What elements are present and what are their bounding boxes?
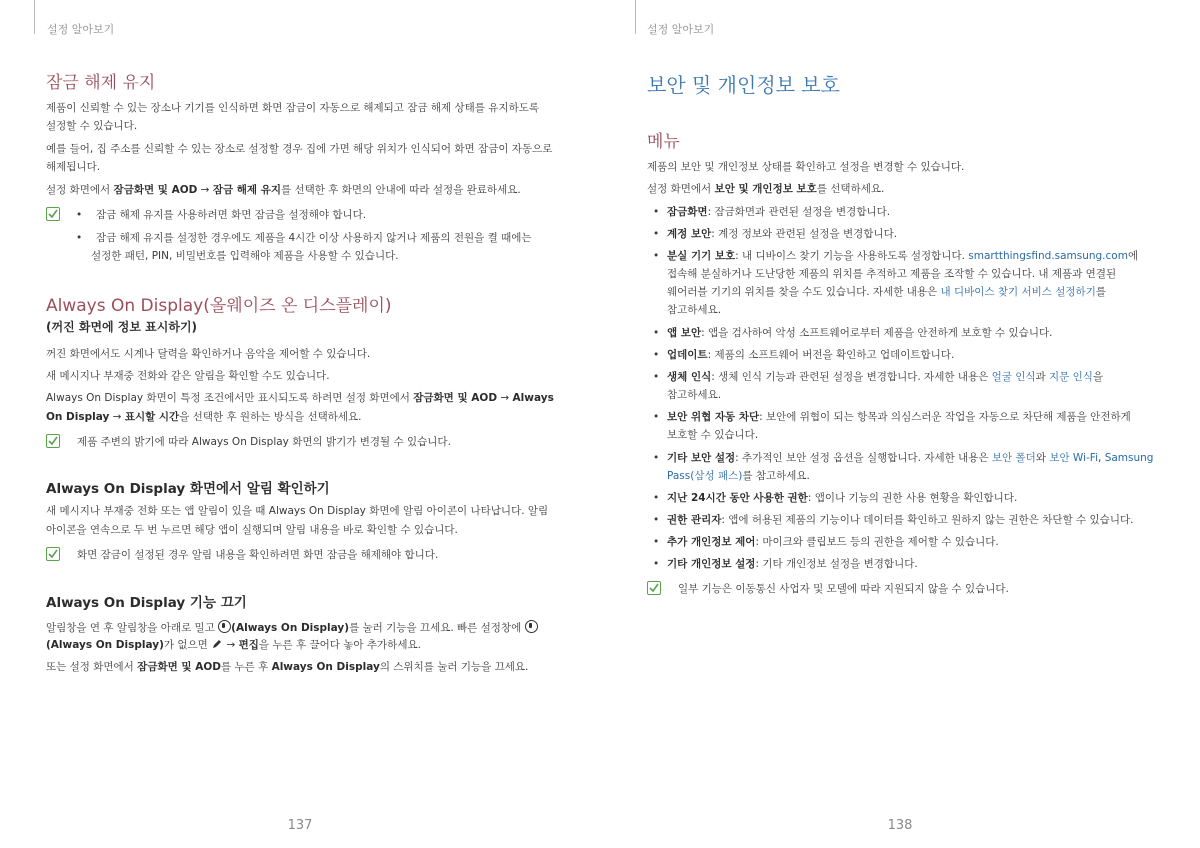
paragraph: 접속해 분실하거나 도난당한 제품의 위치를 추적하고 제품을 조작할 수 있습니다. 내 제품과 연결된 bbox=[667, 268, 1117, 280]
header-divider bbox=[635, 0, 636, 34]
section-title-aod-notifications: Always On Display 화면에서 알림 확인하기 bbox=[46, 481, 330, 497]
paragraph: 설정 화면에서 보안 및 개인정보 보호를 선택하세요. bbox=[647, 183, 885, 195]
page-number: 138 bbox=[887, 818, 913, 833]
link-secure-wifi[interactable]: 보안 Wi-Fi bbox=[1049, 452, 1098, 464]
paragraph: Always On Display 화면이 특정 조건에서만 표시되도록 하려면 설정 화면에서 잠금화면 및 AOD → Always bbox=[46, 392, 554, 404]
note-icon bbox=[647, 581, 661, 595]
section-title-menu: 메뉴 bbox=[647, 132, 680, 152]
paragraph: 제품의 보안 및 개인정보 상태를 확인하고 설정을 변경할 수 있습니다. bbox=[647, 161, 965, 173]
note-icon bbox=[46, 547, 60, 561]
link-smartthingsfind[interactable]: smartthingsfind.samsung.com bbox=[968, 250, 1128, 262]
running-header: 설정 알아보기 bbox=[647, 23, 715, 36]
note-icon bbox=[46, 207, 60, 221]
link-face-recognition[interactable]: 얼굴 인식 bbox=[991, 371, 1036, 383]
link-fingerprint[interactable]: 지문 인식 bbox=[1049, 371, 1093, 383]
paragraph: 참고하세요. bbox=[667, 304, 722, 316]
paragraph: 새 메시지나 부재중 전화와 같은 알림을 확인할 수도 있습니다. bbox=[46, 370, 330, 382]
section-title-aod: Always On Display(올웨이즈 온 디스플레이) bbox=[46, 296, 392, 316]
link-secure-folder[interactable]: 보안 폴더 bbox=[991, 452, 1036, 464]
paragraph: 알림창을 연 후 알림창을 아래로 밀고 (Always On Display)를 눌러 기능을 끄세요. 빠른 설정창에 bbox=[46, 619, 538, 637]
edit-pencil-icon bbox=[211, 638, 223, 650]
section-title-aod-off: Always On Display 기능 끄기 bbox=[46, 595, 247, 611]
paragraph: (Always On Display)가 없으면 → 편집을 누른 후 끌어다 놓아 추가하세요. bbox=[46, 639, 421, 651]
note-text: 제품 주변의 밝기에 따라 Always On Display 화면의 밝기가 변경될 수 있습니다. bbox=[77, 436, 451, 448]
aod-icon bbox=[218, 620, 231, 633]
link-samsung-pass[interactable]: Pass(삼성 패스) bbox=[667, 470, 743, 482]
aod-icon bbox=[525, 620, 538, 633]
paragraph: 제품이 신뢰할 수 있는 장소나 기기를 인식하면 화면 잠금이 자동으로 해제되고 잠금 해제 상태를 유지하도록 bbox=[46, 102, 540, 114]
paragraph: 참고하세요. bbox=[667, 389, 722, 401]
page-number: 137 bbox=[287, 818, 313, 833]
paragraph: 설정한 패턴, PIN, 비밀번호를 입력해야 제품을 사용할 수 있습니다. bbox=[91, 250, 399, 262]
paragraph: 설정 화면에서 잠금화면 및 AOD → 잠금 해제 유지를 선택한 후 화면의 안내에 따라 설정을 완료하세요. bbox=[46, 184, 521, 196]
link-find-my-device[interactable]: 내 디바이스 찾기 서비스 설정하기 bbox=[940, 286, 1096, 298]
note-text: 화면 잠금이 설정된 경우 알림 내용을 확인하려면 화면 잠금을 해제해야 합니다. bbox=[77, 549, 439, 561]
section-title-unlock: 잠금 해제 유지 bbox=[46, 73, 156, 93]
paragraph: 예를 들어, 집 주소를 신뢰할 수 있는 장소로 설정할 경우 집에 가면 해당 위치가 인식되어 화면 잠금이 자동으로 bbox=[46, 143, 553, 155]
paragraph: 아이콘을 연속으로 두 번 누르면 해당 앱이 실행되며 알림 내용을 바로 확인할 수 있습니다. bbox=[46, 524, 458, 536]
paragraph: 웨어러블 기기의 위치를 찾을 수도 있습니다. 자세한 내용은 내 디바이스 찾기 서비스 설정하기를 bbox=[667, 286, 1106, 298]
paragraph: 또는 설정 화면에서 잠금화면 및 AOD를 누른 후 Always On Display의 스위치를 눌러 기능을 끄세요. bbox=[46, 661, 529, 673]
paragraph: 새 메시지나 부재중 전화 또는 앱 알림이 있을 때 Always On Display 화면에 알림 아이콘이 나타납니다. 알림 bbox=[46, 505, 549, 517]
right-page: 설정 알아보기 보안 및 개인정보 보호 메뉴 제품의 보안 및 개인정보 상태를 확인하고 설정을 변경할 수 있습니다. 설정 화면에서 보안 및 개인정보 보호를 선택하세요. • 잠금화면: 잠금화면과 관련된 설정을 변경합니다. • 계정 보안: 계정 정보와 관련된 설정을 변경합니다. • 분실 기기 보호: 내 디바이스 찾기 기능을 사용하도록 설정합니다. smartthingsfind.samsung.com에 접속해 분실하거나 도난당한 제품의 위치를 추적하고 제품을 조작할 수 있습니다. 내 제품과 연결된 웨어러블 기기의 위치를 찾을 수도 있습니다. 자세한 내용은 내 디바이스 찾기 서비스 설정하기를 참고하세요. • 앱 보안: 앱을 검사하여 악성 소프트웨어로부터 제품을 안전하게 보호할 수 있습니다. • 업데이트: 제품의 소프트웨어 버전을 확인하고 업데이트합니다. • 생체 인식: 생체 인식 기능과 관련된 설정을 변경합니다. 자세한 내용은 얼굴 인식과 지문 인식을 참고하세요. • 보안 위협 자동 차단: 보안에 위협이 되는 항목과 의심스러운 작업을 자동으로 차단해 제품을 안전하게 보호할 수 있습니다. • 기타 보안 설정: 추가적인 보안 설정 옵션을 실행합니다. 자세한 내용은 보안 폴더와 보안 Wi-Fi, Samsung Pass(삼성 패스)를 참고하세요. • 지난 24시간 동안 사용한 권한: 앱이나 기능의 권한 사용 현황을 확인합니다. • 권한 관리자: 앱에 허용된 제품의 기능이나 데이터를 확인하고 원하지 않는 권한은 차단할 수 있습니다. • 추가 개인정보 제어: 마이크와 클립보드 등의 권한을 제어할 수 있습니다. • 기타 개인정보 설정: 기타 개인정보 설정을 변경합니다. 일부 기능은 이동통신 사업자 및 모델에 따라 지원되지 않을 수 있습니다. 138 bbox=[600, 0, 1200, 848]
paragraph: On Display → 표시할 시간을 선택한 후 원하는 방식을 선택하세요. bbox=[46, 411, 362, 423]
chapter-title: 보안 및 개인정보 보호 bbox=[647, 73, 840, 97]
running-header: 설정 알아보기 bbox=[47, 23, 115, 36]
paragraph: 꺼진 화면에서도 시계나 달력을 확인하거나 음악을 제어할 수 있습니다. bbox=[46, 348, 371, 360]
link-samsung-pass[interactable]: Samsung bbox=[1104, 452, 1154, 464]
paragraph: 설정할 수 있습니다. bbox=[46, 120, 138, 132]
left-page: 설정 알아보기 잠금 해제 유지 제품이 신뢰할 수 있는 장소나 기기를 인식하면 화면 잠금이 자동으로 해제되고 잠금 해제 상태를 유지하도록 설정할 수 있습니다. 예를 들어, 집 주소를 신뢰할 수 있는 장소로 설정할 경우 집에 가면 해당 위치가 인식되어 화면 잠금이 자동으로 해제됩니다. 설정 화면에서 잠금화면 및 AOD → 잠금 해제 유지를 선택한 후 화면의 안내에 따라 설정을 완료하세요. • 잠금 해제 유지를 사용하려면 화면 잠금을 설정해야 합니다. • 잠금 해제 유지를 설정한 경우에도 제품을 4시간 이상 사용하지 않거나 제품의 전원을 켤 때에는 설정한 패턴, PIN, 비밀번호를 입력해야 제품을 사용할 수 있습니다. Always On Display(올웨이즈 온 디스플레이) (꺼진 화면에 정보 표시하기) 꺼진 화면에서도 시계나 달력을 확인하거나 음악을 제어할 수 있습니다. 새 메시지나 부재중 전화와 같은 알림을 확인할 수도 있습니다. Always On Display 화면이 특정 조건에서만 표시되도록 하려면 설정 화면에서 잠금화면 및 AOD → Always On Display → 표시할 시간을 선택한 후 원하는 방식을 선택하세요. 제품 주변의 밝기에 따라 Always On Display 화면의 밝기가 변경될 수 있습니다. Always On Display 화면에서 알림 확인하기 새 메시지나 부재중 전화 또는 앱 알림이 있을 때 Always On Display 화면에 알림 아이콘이 나타납니다. 알림 아이콘을 연속으로 두 번 누르면 해당 앱이 실행되며 알림 내용을 바로 확인할 수 있습니다. 화면 잠금이 설정된 경우 알림 내용을 확인하려면 화면 잠금을 해제해야 합니다. Always On Display 기능 끄기 알림창을 연 후 알림창을 아래로 밀고 (Always On Display)를 눌러 기능을 끄세요. 빠른 설정창에 (Always On Display)가 없으면 → 편집을 누른 후 끌어다 놓아 추가하세요. 또는 설정 화면에서 잠금화면 및 AOD를 누른 후 Always On Display의 스위치를 눌러 기능을 끄세요. 137 bbox=[0, 0, 600, 848]
header-divider bbox=[34, 0, 35, 34]
paragraph: 보호할 수 있습니다. bbox=[667, 429, 759, 441]
note-text: 일부 기능은 이동통신 사업자 및 모델에 따라 지원되지 않을 수 있습니다. bbox=[678, 583, 1009, 595]
section-subtitle: (꺼진 화면에 정보 표시하기) bbox=[46, 320, 198, 334]
note-icon bbox=[46, 434, 60, 448]
paragraph: Pass(삼성 패스)를 참고하세요. bbox=[667, 470, 810, 482]
paragraph: 해제됩니다. bbox=[46, 161, 101, 173]
